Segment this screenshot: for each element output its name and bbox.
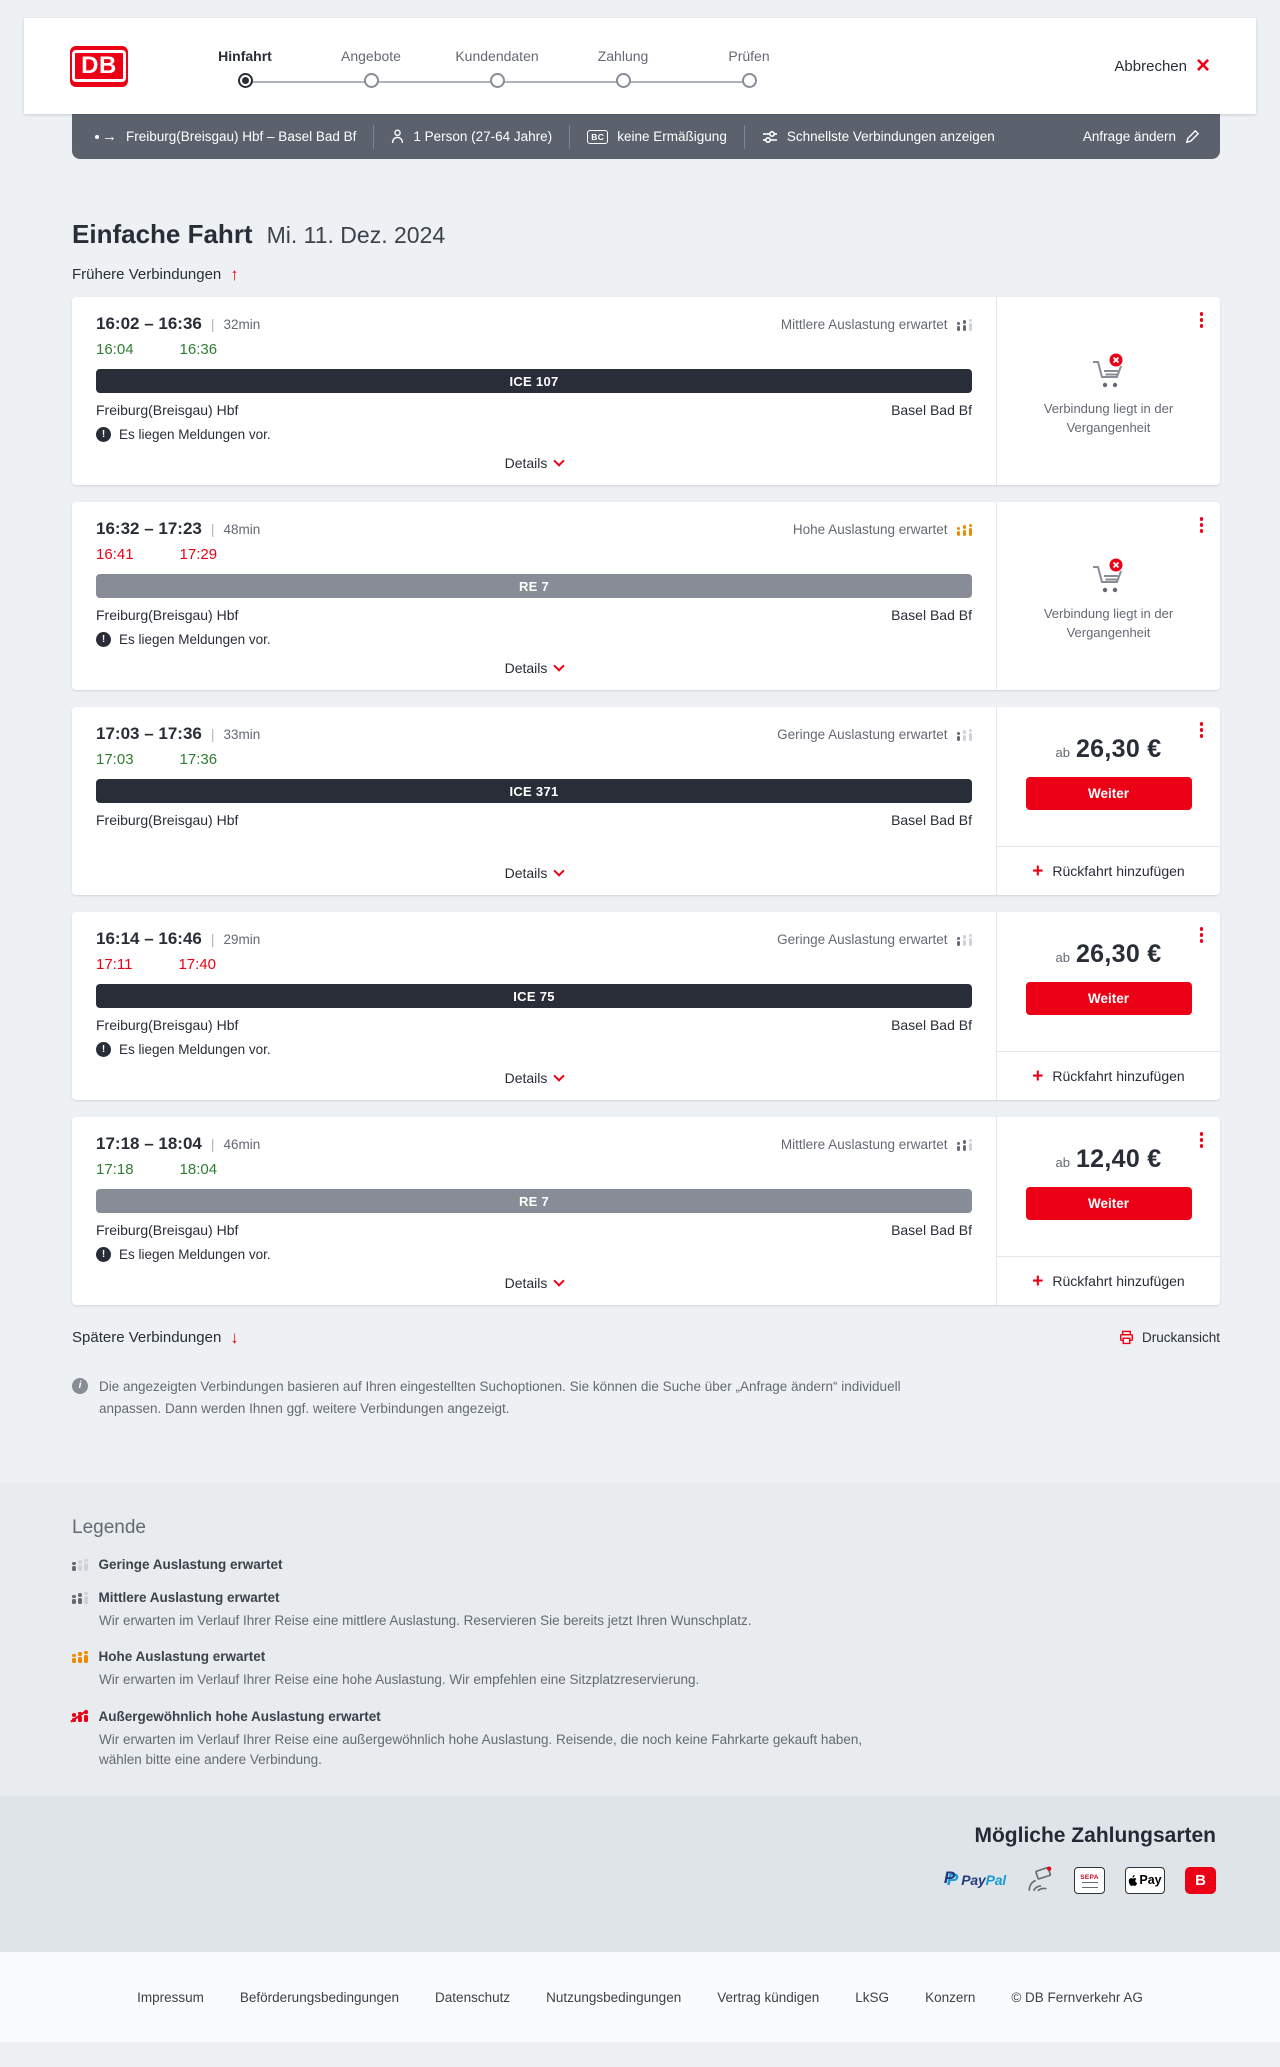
train-band: ICE 75 [96, 984, 972, 1008]
chevron-down-icon [554, 1070, 565, 1081]
footer-link-konzern[interactable]: Konzern [925, 1989, 976, 2005]
planned-times: 16:14 – 16:46 | 29min [96, 929, 261, 948]
card-menu-button[interactable] [1195, 1127, 1209, 1153]
occupancy-indicator: Geringe Auslastung erwartet [777, 724, 972, 742]
copyright: © DB Fernverkehr AG [1011, 1989, 1143, 2005]
connection-card-4 [72, 912, 1220, 1100]
footer-link-datenschutz[interactable]: Datenschutz [435, 1989, 511, 2005]
credit-card-hand-icon [1026, 1866, 1054, 1894]
realtime-times: 17:03 17:36 [96, 751, 218, 768]
origin-station: Freiburg(Breisgau) Hbf [96, 1222, 239, 1238]
footer [0, 1952, 1280, 2042]
print-view-link[interactable]: Druckansicht [1119, 1330, 1220, 1345]
price: ab 26,30 € [1055, 940, 1162, 968]
legend-section [0, 1483, 1280, 1796]
occupancy-indicator: Hohe Auslastung erwartet [793, 519, 972, 537]
details-button[interactable]: Details [505, 449, 564, 471]
occupancy-medium-icon [957, 319, 973, 331]
chevron-down-icon [554, 660, 565, 671]
messages-note: ! Es liegen Meldungen vor. [96, 427, 972, 442]
page-title: Einfache Fahrt [72, 219, 253, 249]
route-arrow-icon: → [95, 129, 117, 144]
add-return-button[interactable]: + Rückfahrt hinzufügen [997, 1256, 1220, 1305]
destination-station: Basel Bad Bf [891, 812, 972, 828]
train-band: ICE 107 [96, 369, 972, 393]
train-band: ICE 371 [96, 779, 972, 803]
query-summary-bar [72, 114, 1220, 159]
destination-station: Basel Bad Bf [891, 402, 972, 418]
step-dot [490, 73, 505, 88]
card-menu-button[interactable] [1195, 922, 1209, 948]
legend-title: Legende [72, 1517, 146, 1539]
legend-item-low: Geringe Auslastung erwartet [72, 1557, 1220, 1572]
planned-times: 16:32 – 17:23 | 48min [96, 519, 261, 538]
chevron-down-icon [554, 865, 565, 876]
cancel-button[interactable]: Abbrechen × [1114, 52, 1210, 79]
card-menu-button[interactable] [1195, 307, 1209, 333]
info-icon: i [72, 1378, 88, 1394]
add-return-button[interactable]: + Rückfahrt hinzufügen [997, 1051, 1220, 1100]
bahncard-icon: BC [587, 130, 608, 144]
legend-item-high: Hohe Auslastung erwartet Wir erwarten im Verlauf Ihrer Reise eine hohe Auslastung. Wir empfehlen eine Sitzplatzreservierung. [72, 1649, 1220, 1690]
legend-item-exceptional: Außergewöhnlich hohe Auslastung erwartet Wir erwarten im Verlauf Ihrer Reise eine außergewöhnlich hohe Auslastung. Reisende, die noch keine Fahrkarte gekauft haben, wählen bitte eine andere Verbindung. [72, 1709, 1220, 1771]
occupancy-low-icon [957, 934, 973, 946]
messages-note: ! Es liegen Meldungen vor. [96, 1247, 972, 1262]
card-menu-button[interactable] [1195, 717, 1209, 743]
legend-item-medium: Mittlere Auslastung erwartet Wir erwarten im Verlauf Ihrer Reise eine mittlere Auslastung. Reservieren Sie bereits jetzt Ihren Wunschplatz. [72, 1590, 1220, 1631]
passenger-summary: 1 Person (27-64 Jahre) [373, 125, 569, 149]
destination-station: Basel Bad Bf [891, 607, 972, 623]
footer-link-impressum[interactable]: Impressum [137, 1989, 204, 2005]
paypal-icon: P P PayPal [947, 1870, 1006, 1890]
plus-icon: + [1032, 860, 1044, 882]
route-summary: → Freiburg(Breisgau) Hbf – Basel Bad Bf [78, 125, 373, 149]
step-dot [742, 73, 757, 88]
occupancy-exceptional-icon [72, 1710, 88, 1722]
chevron-down-icon [554, 1275, 565, 1286]
progress-steps [182, 44, 812, 88]
destination-station: Basel Bad Bf [891, 1222, 972, 1238]
occupancy-medium-icon [957, 1139, 973, 1151]
discount-summary: BC keine Ermäßigung [569, 125, 744, 149]
realtime-times: 16:04 16:36 [96, 341, 218, 358]
planned-times: 16:02 – 16:36 | 32min [96, 314, 261, 333]
warning-icon: ! [96, 1247, 111, 1262]
occupancy-medium-icon [72, 1592, 88, 1604]
details-button[interactable]: Details [505, 859, 564, 881]
realtime-times: 17:18 18:04 [96, 1161, 218, 1178]
step-angebote: Angebote [308, 48, 434, 88]
step-pruefen: Prüfen [686, 48, 812, 88]
connection-card-2 [72, 502, 1220, 690]
earlier-connections-link[interactable]: Frühere Verbindungen ↑ [72, 265, 239, 284]
card-menu-button[interactable] [1195, 512, 1209, 538]
origin-station: Freiburg(Breisgau) Hbf [96, 1017, 239, 1033]
destination-station: Basel Bad Bf [891, 1017, 972, 1033]
connection-list [72, 297, 1220, 1305]
step-dot [616, 73, 631, 88]
train-band: RE 7 [96, 1189, 972, 1213]
later-connections-link[interactable]: Spätere Verbindungen ↓ [72, 1328, 239, 1347]
details-button[interactable]: Details [505, 654, 564, 676]
plus-icon: + [1032, 1270, 1044, 1292]
origin-station: Freiburg(Breisgau) Hbf [96, 812, 239, 828]
occupancy-indicator: Mittlere Auslastung erwartet [781, 1134, 972, 1152]
weiter-button[interactable]: Weiter [1026, 777, 1192, 810]
origin-station: Freiburg(Breisgau) Hbf [96, 402, 239, 418]
past-note: Verbindung liegt in der Vergangenheit [1043, 401, 1174, 435]
price: ab 26,30 € [1055, 735, 1162, 763]
payment-methods-title: Mögliche Zahlungsarten [974, 1824, 1216, 1848]
warning-icon: ! [96, 427, 111, 442]
details-button[interactable]: Details [505, 1269, 564, 1291]
weiter-button[interactable]: Weiter [1026, 982, 1192, 1015]
printer-icon [1119, 1330, 1134, 1345]
occupancy-indicator: Mittlere Auslastung erwartet [781, 314, 972, 332]
messages-note: ! Es liegen Meldungen vor. [96, 632, 972, 647]
realtime-times: 17:11 17:40 [96, 956, 216, 973]
step-zahlung: Zahlung [560, 48, 686, 88]
travel-date: Mi. 11. Dez. 2024 [266, 222, 446, 248]
footer-link-nutzungsbedingungen[interactable]: Nutzungsbedingungen [546, 1989, 682, 2005]
chevron-down-icon [554, 455, 565, 466]
top-bar [24, 18, 1256, 114]
apple-pay-icon: Pay [1125, 1867, 1165, 1894]
warning-icon: ! [96, 632, 111, 647]
add-return-button[interactable]: + Rückfahrt hinzufügen [997, 846, 1220, 895]
planned-times: 17:03 – 17:36 | 33min [96, 724, 261, 743]
occupancy-high-icon [957, 524, 973, 536]
pencil-icon [1185, 129, 1200, 144]
occupancy-low-icon [72, 1559, 88, 1571]
cart-unavailable-icon [1088, 352, 1130, 390]
step-dot-active [238, 73, 253, 88]
change-request-button[interactable]: Anfrage ändern [1083, 129, 1214, 144]
db-logo[interactable]: DB [70, 46, 128, 87]
plus-icon: + [1032, 1065, 1044, 1087]
details-button[interactable]: Details [505, 1064, 564, 1086]
footer-link-befoerderungsbedingungen[interactable]: Beförderungsbedingungen [239, 1989, 400, 2005]
sliders-icon [762, 129, 778, 145]
realtime-times: 16:41 17:29 [96, 546, 218, 563]
occupancy-low-icon [957, 729, 973, 741]
train-band: RE 7 [96, 574, 972, 598]
arrow-down-icon: ↓ [230, 1328, 239, 1347]
messages-note: ! Es liegen Meldungen vor. [96, 1042, 972, 1057]
step-kundendaten: Kundendaten [434, 48, 560, 88]
close-icon: × [1195, 52, 1210, 79]
past-note: Verbindung liegt in der Vergangenheit [1043, 606, 1174, 640]
person-icon [391, 129, 404, 144]
footer-link-vertrag-kuendigen[interactable]: Vertrag kündigen [717, 1989, 820, 2005]
warning-icon: ! [96, 1042, 111, 1057]
origin-station: Freiburg(Breisgau) Hbf [96, 607, 239, 623]
connection-card-5 [72, 1117, 1220, 1305]
footer-link-lksg[interactable]: LkSG [855, 1989, 890, 2005]
occupancy-indicator: Geringe Auslastung erwartet [777, 929, 972, 947]
connection-card-3 [72, 707, 1220, 895]
bahn-bonus-icon: B [1185, 1867, 1216, 1894]
planned-times: 17:18 – 18:04 | 46min [96, 1134, 261, 1153]
arrow-up-icon: ↑ [230, 265, 239, 284]
weiter-button[interactable]: Weiter [1026, 1187, 1192, 1220]
sepa-icon: SEPA [1074, 1867, 1105, 1894]
results-area [0, 219, 1280, 1419]
occupancy-high-icon [72, 1651, 88, 1663]
price: ab 12,40 € [1055, 1145, 1162, 1173]
step-hinfahrt: Hinfahrt [182, 48, 308, 88]
payment-methods-section [0, 1796, 1280, 1952]
cart-unavailable-icon [1088, 557, 1130, 595]
step-dot [364, 73, 379, 88]
connection-card-1 [72, 297, 1220, 485]
sort-option[interactable]: Schnellste Verbindungen anzeigen [744, 125, 1012, 149]
search-options-note: i Die angezeigten Verbindungen basieren auf Ihren eingestellten Suchoptionen. Sie können die Suche über „Anfrage ändern“ individuell anpassen. Dann werden Ihnen ggf. weitere Verbindungen angezeigt. [72, 1376, 942, 1419]
